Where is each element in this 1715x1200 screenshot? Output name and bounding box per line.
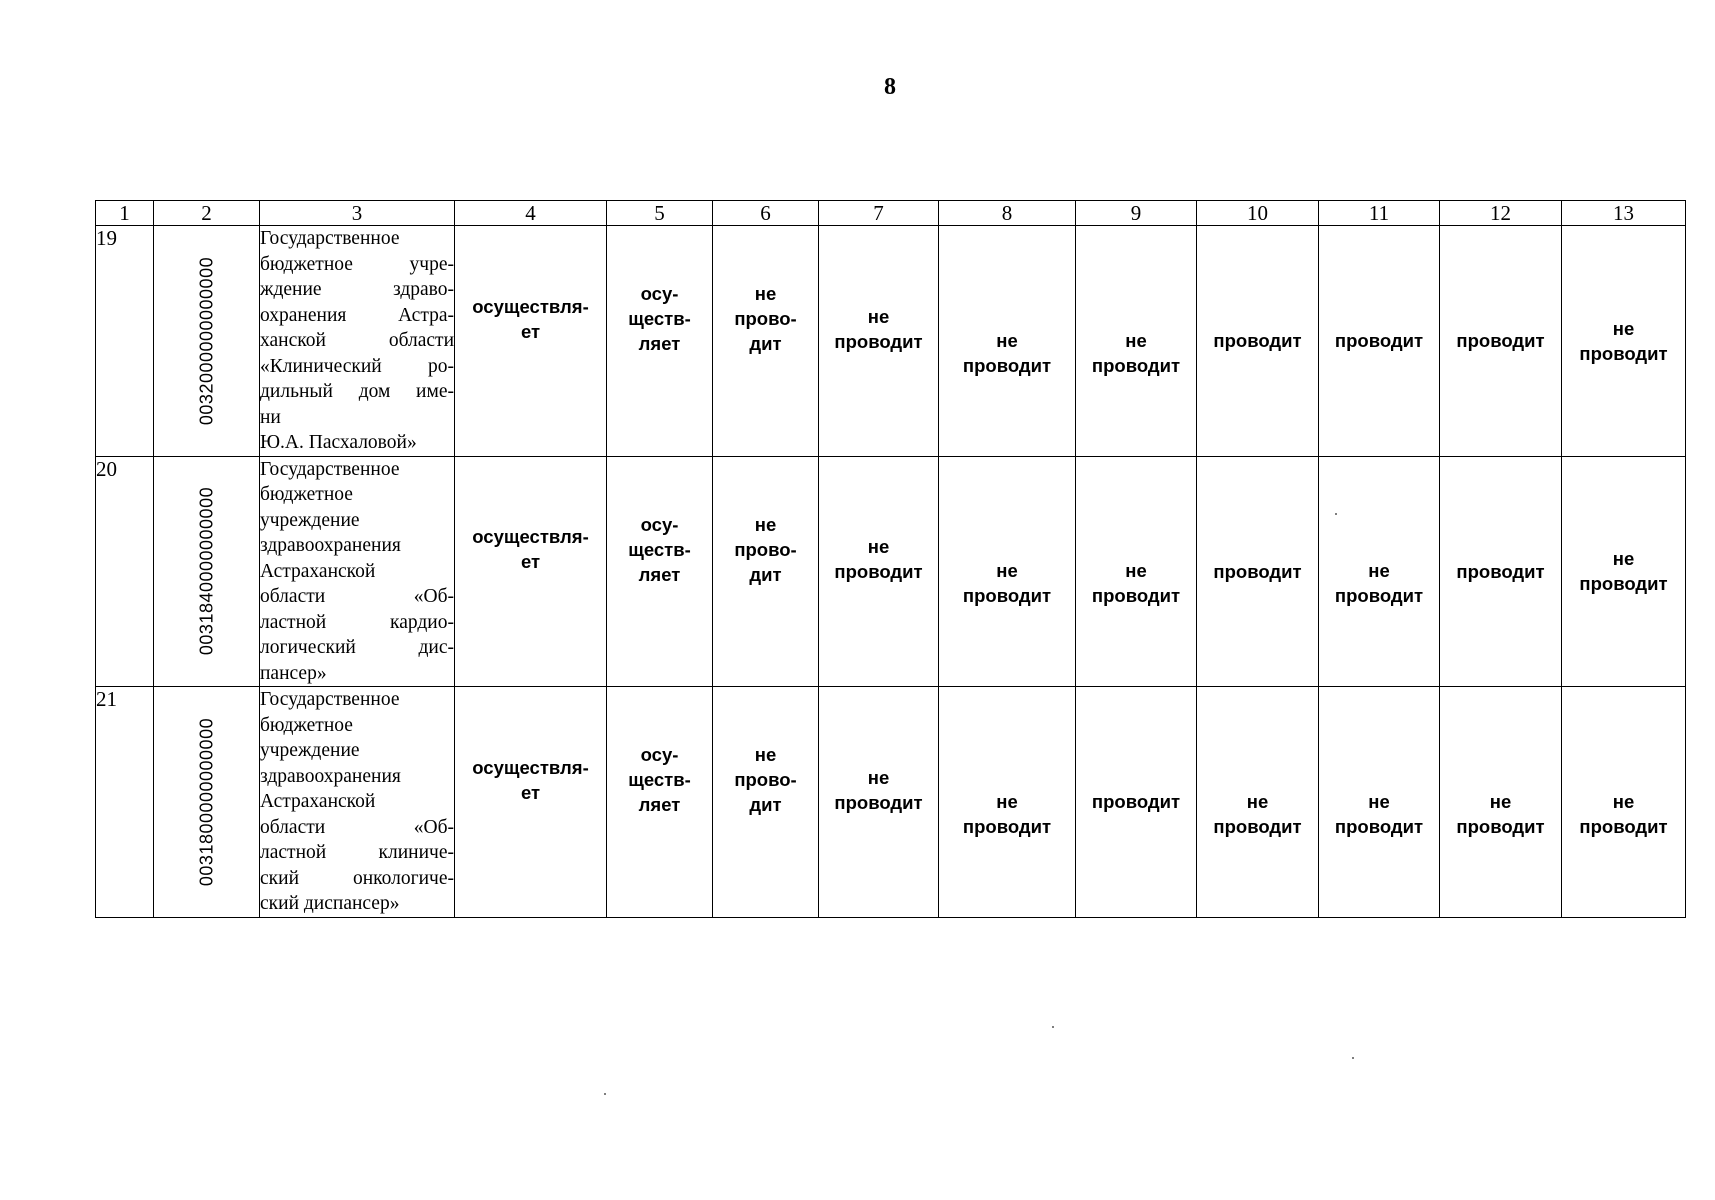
status-text-line: осуществля- xyxy=(472,295,589,317)
status-cell xyxy=(1440,687,1562,918)
registry-code-cell xyxy=(154,687,260,918)
status-text-line: не xyxy=(1125,329,1147,351)
status-text-line: прово- xyxy=(734,308,797,330)
status-cell xyxy=(819,456,939,687)
registry-code-cell xyxy=(154,456,260,687)
status-text-line: проводит xyxy=(1334,330,1424,352)
status-text-line: не xyxy=(867,766,890,788)
status-cell xyxy=(713,687,819,918)
status-text-line: дит xyxy=(749,333,782,355)
scan-speck xyxy=(1335,513,1337,515)
status-cell xyxy=(713,226,819,457)
status-text-line: проводит xyxy=(1091,585,1181,607)
institution-name-line: учреждение xyxy=(260,740,360,761)
status-text-line: проводит xyxy=(1213,560,1302,582)
registry-code: 0031800000000000 xyxy=(196,717,216,886)
status-cell xyxy=(939,687,1076,918)
institution-name-line: логический дис- xyxy=(260,637,454,658)
column-header: 6 xyxy=(713,201,819,226)
status-text-line: не xyxy=(996,560,1018,582)
status-cell xyxy=(455,226,607,457)
column-header: 1 xyxy=(96,201,154,226)
status-cell xyxy=(455,456,607,687)
institution-name-line: здравоохранения xyxy=(260,765,401,787)
status-text-line: проводит xyxy=(1091,791,1181,813)
column-header: 7 xyxy=(819,201,939,226)
status-text-line: проводит xyxy=(1579,342,1668,364)
status-cell xyxy=(1440,456,1562,687)
status-text xyxy=(819,765,938,815)
status-cell xyxy=(1319,226,1440,457)
row-number: 21 xyxy=(96,687,154,918)
institution-name-line: ский онкологиче- xyxy=(260,867,454,889)
status-text-line: проводит xyxy=(1579,815,1668,837)
institution-name-line: Астраханской xyxy=(260,791,376,812)
status-text-line: проводит xyxy=(962,354,1052,376)
institution-name-line: дильный дом име- xyxy=(260,381,454,402)
status-cell xyxy=(819,226,939,457)
status-text-line: осу- xyxy=(640,744,679,766)
institution-name-line: ханской области xyxy=(260,330,454,351)
status-text xyxy=(455,294,606,344)
status-text xyxy=(1562,546,1685,596)
status-text xyxy=(1440,789,1561,839)
status-text-line: не xyxy=(1125,560,1147,582)
status-text xyxy=(607,281,712,356)
column-header: 3 xyxy=(260,201,455,226)
status-cell xyxy=(939,226,1076,457)
status-cell xyxy=(1197,687,1319,918)
status-cell xyxy=(1076,226,1197,457)
status-text-line: ществ- xyxy=(628,308,691,330)
registry-code: 0032000000000000 xyxy=(196,256,216,425)
status-text xyxy=(1562,316,1685,366)
column-header: 5 xyxy=(607,201,713,226)
table-row xyxy=(96,687,1686,918)
scan-speck xyxy=(1352,1057,1354,1059)
institution-name-line: бюджетное xyxy=(260,714,353,736)
status-text xyxy=(713,281,818,356)
status-text-line: ет xyxy=(520,551,541,573)
column-header: 11 xyxy=(1319,201,1440,226)
institution-name xyxy=(260,226,455,457)
status-text-line: проводит xyxy=(1334,815,1424,837)
status-text xyxy=(1076,558,1196,608)
table-row xyxy=(96,226,1686,457)
status-cell xyxy=(607,226,713,457)
status-text-line: ществ- xyxy=(628,769,691,791)
status-text-line: ет xyxy=(520,320,541,342)
status-text-line: прово- xyxy=(734,538,797,560)
status-text-line: проводит xyxy=(962,815,1052,837)
status-text xyxy=(1076,328,1196,378)
registry-code: 0031840000000000 xyxy=(196,487,216,656)
status-text-line: не xyxy=(1368,790,1390,812)
status-text-line: ществ- xyxy=(628,538,691,560)
status-text-line: не xyxy=(1612,790,1635,812)
status-cell xyxy=(1076,687,1197,918)
status-text-line: проводит xyxy=(1213,330,1302,352)
status-text-line: проводит xyxy=(1456,560,1545,582)
status-cell xyxy=(1076,456,1197,687)
status-text-line: не xyxy=(754,744,777,766)
column-header: 13 xyxy=(1562,201,1686,226)
status-text xyxy=(607,742,712,817)
institution-name-line: ни xyxy=(260,406,281,428)
institution-name-line: ластной клиниче- xyxy=(260,842,454,863)
status-text xyxy=(939,558,1075,608)
row-number: 20 xyxy=(96,456,154,687)
status-text xyxy=(455,524,606,574)
status-cell xyxy=(939,456,1076,687)
status-text-line: проводит xyxy=(1091,354,1181,376)
status-text xyxy=(1319,558,1439,608)
status-text xyxy=(713,512,818,587)
institution-name-line: пансер» xyxy=(260,662,327,684)
status-text-line: проводит xyxy=(1456,330,1545,352)
status-text-line: не xyxy=(867,536,890,558)
header-row xyxy=(96,201,1686,226)
institution-name-line: бюджетное учре- xyxy=(260,253,454,275)
status-cell xyxy=(1197,226,1319,457)
status-text-line: не xyxy=(754,513,777,535)
registry-code-cell xyxy=(154,226,260,457)
status-text xyxy=(939,328,1075,378)
institution-name xyxy=(260,687,455,918)
status-text-line: проводит xyxy=(1579,573,1668,595)
status-cell xyxy=(713,456,819,687)
status-text-line: не xyxy=(1489,790,1512,812)
status-text xyxy=(455,755,606,805)
status-text xyxy=(939,789,1075,839)
status-cell xyxy=(455,687,607,918)
status-text-line: проводит xyxy=(834,791,923,813)
status-text xyxy=(819,304,938,354)
institution-name-line: Государственное xyxy=(260,458,400,480)
status-text xyxy=(1076,789,1196,814)
status-text-line: осуществля- xyxy=(472,756,589,778)
status-cell xyxy=(1319,687,1440,918)
status-text-line: осу- xyxy=(640,513,679,535)
table-row xyxy=(96,456,1686,687)
status-text-line: ляет xyxy=(638,563,681,585)
data-table xyxy=(95,200,1686,918)
status-cell xyxy=(1562,687,1686,918)
status-text xyxy=(1440,328,1561,353)
status-cell xyxy=(607,687,713,918)
status-text xyxy=(607,512,712,587)
scan-speck xyxy=(604,1093,606,1095)
status-text xyxy=(713,742,818,817)
status-text-line: не xyxy=(1612,548,1635,570)
institution-name-line: «Клинический ро- xyxy=(260,355,454,377)
status-text-line: не xyxy=(867,305,890,327)
column-header: 9 xyxy=(1076,201,1197,226)
status-cell xyxy=(1562,456,1686,687)
status-text xyxy=(1562,789,1685,839)
status-text-line: осуществля- xyxy=(472,526,589,548)
status-text xyxy=(1197,789,1318,839)
status-cell xyxy=(1440,226,1562,457)
status-text-line: проводит xyxy=(962,585,1052,607)
column-header: 8 xyxy=(939,201,1076,226)
status-text-line: проводит xyxy=(1456,815,1545,837)
column-header: 2 xyxy=(154,201,260,226)
status-cell xyxy=(607,456,713,687)
status-text xyxy=(1319,789,1439,839)
column-header: 12 xyxy=(1440,201,1562,226)
institution-name-line: Астраханской xyxy=(260,560,376,582)
institution-name-line: учреждение xyxy=(260,509,360,531)
status-text xyxy=(1197,328,1318,353)
status-cell xyxy=(819,687,939,918)
status-text xyxy=(819,534,938,584)
column-header: 10 xyxy=(1197,201,1319,226)
institution-name-line: охранения Астра- xyxy=(260,304,454,326)
status-text-line: не xyxy=(1246,790,1269,812)
status-text-line: проводит xyxy=(834,561,923,583)
status-cell xyxy=(1562,226,1686,457)
status-text-line: проводит xyxy=(1334,585,1424,607)
institution-name-line: области «Об- xyxy=(260,586,454,607)
status-cell xyxy=(1197,456,1319,687)
status-text-line: не xyxy=(996,329,1018,351)
column-header: 4 xyxy=(455,201,607,226)
scan-speck xyxy=(1052,1026,1054,1028)
status-text-line: дит xyxy=(749,563,782,585)
institution-name xyxy=(260,456,455,687)
status-text-line: проводит xyxy=(834,330,923,352)
institution-name-line: ластной кардио- xyxy=(260,611,454,633)
status-text-line: не xyxy=(1368,560,1390,582)
status-text-line: проводит xyxy=(1213,815,1302,837)
institution-name-line: здравоохранения xyxy=(260,535,401,556)
status-text-line: ляет xyxy=(638,794,681,816)
institution-name-line: Государственное xyxy=(260,689,400,710)
status-cell xyxy=(1319,456,1440,687)
page-number: 8 xyxy=(884,74,896,100)
status-text-line: не xyxy=(1612,317,1635,339)
institution-name-line: ждение здраво- xyxy=(260,279,454,300)
status-text xyxy=(1440,559,1561,584)
institution-name-line: бюджетное xyxy=(260,484,353,505)
status-text-line: ет xyxy=(520,781,541,803)
status-text-line: не xyxy=(996,790,1018,812)
status-text-line: осу- xyxy=(640,283,679,305)
status-text-line: дит xyxy=(749,794,782,816)
institution-name-line: Государственное xyxy=(260,228,400,249)
status-text-line: ляет xyxy=(638,333,681,355)
status-text-line: не xyxy=(754,283,777,305)
status-text-line: прово- xyxy=(734,769,797,791)
institution-name-line: Ю.А. Пасхаловой» xyxy=(260,432,417,453)
status-text xyxy=(1319,328,1439,353)
row-number: 19 xyxy=(96,226,154,457)
institution-name-line: области «Об- xyxy=(260,816,454,838)
status-text xyxy=(1197,559,1318,584)
institution-name-line: ский диспансер» xyxy=(260,893,400,914)
